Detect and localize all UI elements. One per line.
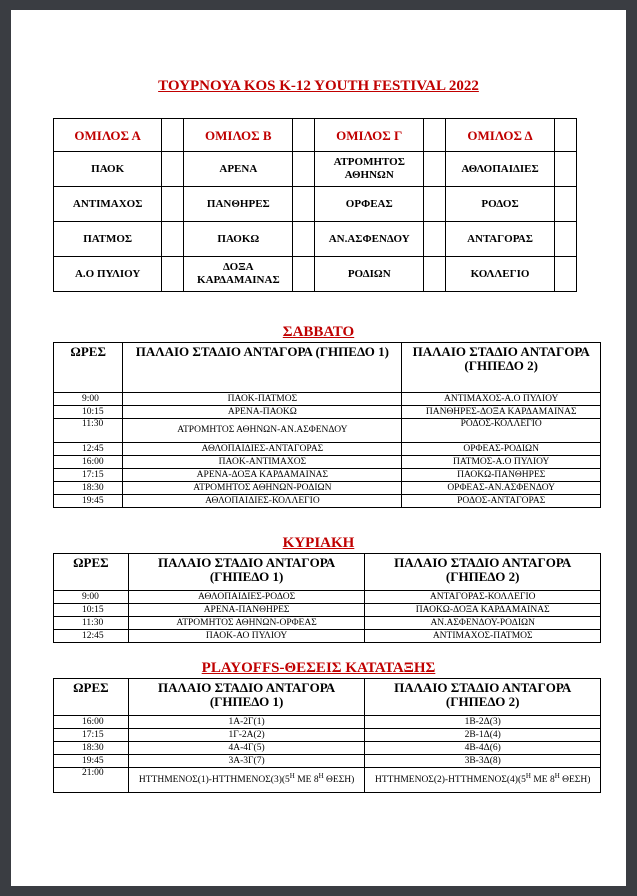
- match-field-2: ΡΟΔΟΣ-ΚΟΛΛΕΓΙΟ: [402, 419, 601, 443]
- match-field-1: 1Γ-2Α(2): [128, 729, 365, 742]
- match-field-2: 2Β-1Δ(4): [365, 729, 601, 742]
- match-field-1: ΠΑΟΚ-ΠΑΤΜΟΣ: [123, 393, 402, 406]
- group-team: ΔΟΞΑ ΚΑΡΔΑΜΑΙΝΑΣ: [184, 257, 293, 292]
- match-time: 18:30: [54, 742, 129, 755]
- final-match-text: ΗΤΤΗΜΕΝΟΣ(2)-ΗΤΤΗΜΕΝΟΣ(4)(5: [375, 774, 526, 785]
- schedule-row: [54, 729, 601, 742]
- final-match-text: ΘΕΣΗ): [323, 774, 355, 785]
- match-field-1: 3Α-3Γ(7): [128, 755, 365, 768]
- match-field-1: 1Α-2Γ(1): [128, 716, 365, 729]
- group-b-header: ΟΜΙΛΟΣ Β: [184, 119, 293, 152]
- schedule-row: [54, 495, 601, 508]
- groups-table: [53, 118, 577, 292]
- match-time: 16:00: [54, 716, 129, 729]
- field-1-column-header: ΠΑΛΑΙΟ ΣΤΑΔΙΟ ΑΝΤΑΓΟΡΑ (ΓΗΠΕΔΟ 1): [128, 679, 365, 716]
- match-time: 18:30: [54, 482, 123, 495]
- schedule-row: [54, 716, 601, 729]
- match-field-2: [365, 768, 601, 793]
- superscript: Η: [289, 771, 295, 780]
- field-2-column-header: ΠΑΛΑΙΟ ΣΤΑΔΙΟ ΑΝΤΑΓΟΡΑ (ΓΗΠΕΔΟ 2): [365, 679, 601, 716]
- schedule-row: [54, 755, 601, 768]
- match-field-2: 1Β-2Δ(3): [365, 716, 601, 729]
- group-team: ΡΟΔΟΣ: [446, 187, 555, 222]
- schedule-row: [54, 591, 601, 604]
- group-team: Α.Ο ΠΥΛΙΟΥ: [54, 257, 162, 292]
- match-field-2: ΑΝΤΙΜΑΧΟΣ-Α.Ο ΠΥΛΙΟΥ: [402, 393, 601, 406]
- match-field-2: 3Β-3Δ(8): [365, 755, 601, 768]
- match-time: 10:15: [54, 406, 123, 419]
- match-time: 12:45: [54, 630, 129, 643]
- match-field-1: ΠΑΟΚ-ΑΟ ΠΥΛΙΟΥ: [128, 630, 365, 643]
- schedule-header-row: [54, 343, 601, 393]
- group-team: ΑΘΛΟΠΑΙΔΙΕΣ: [446, 152, 555, 187]
- schedule-row-final: [54, 768, 601, 793]
- groups-row: [54, 187, 577, 222]
- time-column-header: ΩΡΕΣ: [54, 679, 129, 716]
- match-field-2: ΠΑΟΚΩ-ΠΑΝΘΗΡΕΣ: [402, 469, 601, 482]
- match-field-1: [128, 768, 365, 793]
- match-field-1: ΑΡΕΝΑ-ΠΑΝΘΗΡΕΣ: [128, 604, 365, 617]
- match-field-1: ΑΘΛΟΠΑΙΔΙΕΣ-ΑΝΤΑΓΟΡΑΣ: [123, 443, 402, 456]
- match-time: 17:15: [54, 729, 129, 742]
- superscript: Η: [525, 771, 531, 780]
- group-c-header: ΟΜΙΛΟΣ Γ: [315, 119, 424, 152]
- match-time: 19:45: [54, 755, 129, 768]
- playoffs-schedule-table: [53, 678, 601, 793]
- match-time: 11:30: [54, 617, 129, 630]
- playoffs-heading: PLAYOFFS-ΘΕΣΕΙΣ ΚΑΤΑΤΑΞΗΣ: [201, 660, 436, 676]
- schedule-row: [54, 482, 601, 495]
- match-field-2: ΟΡΦΕΑΣ-ΡΟΔΙΩΝ: [402, 443, 601, 456]
- document-page: [11, 10, 626, 886]
- schedule-row: [54, 469, 601, 482]
- match-field-1: ΑΤΡΟΜΗΤΟΣ ΑΘΗΝΩΝ-ΟΡΦΕΑΣ: [128, 617, 365, 630]
- final-match-text: ΜΕ 8: [530, 774, 555, 785]
- group-team: ΚΟΛΛΕΓΙΟ: [446, 257, 555, 292]
- schedule-row: [54, 742, 601, 755]
- group-team: ΠΑΟΚΩ: [184, 222, 293, 257]
- match-field-2: ΑΝΤΑΓΟΡΑΣ-ΚΟΛΛΕΓΙΟ: [365, 591, 601, 604]
- match-field-1: ΑΘΛΟΠΑΙΔΙΕΣ-ΚΟΛΛΕΓΙΟ: [123, 495, 402, 508]
- schedule-row: [54, 406, 601, 419]
- groups-row: [54, 222, 577, 257]
- group-d-header: ΟΜΙΛΟΣ Δ: [446, 119, 555, 152]
- match-field-2: ΑΝ.ΑΣΦΕΝΔΟΥ-ΡΟΔΙΩΝ: [365, 617, 601, 630]
- time-column-header: ΩΡΕΣ: [54, 343, 123, 393]
- match-time: 17:15: [54, 469, 123, 482]
- schedule-row: [54, 630, 601, 643]
- match-time: 21:00: [54, 768, 129, 793]
- document-title: ΤΟΥΡΝΟΥΑ KOS K-12 YOUTH FESTIVAL 2022: [158, 78, 479, 94]
- groups-header-row: [54, 119, 577, 152]
- match-time: 9:00: [54, 393, 123, 406]
- group-team: ΡΟΔΙΩΝ: [315, 257, 424, 292]
- match-field-1: ΑΤΡΟΜΗΤΟΣ ΑΘΗΝΩΝ-ΑΝ.ΑΣΦΕΝΔΟΥ: [123, 419, 402, 443]
- group-team: ΠΑΤΜΟΣ: [54, 222, 162, 257]
- time-column-header: ΩΡΕΣ: [54, 554, 129, 591]
- groups-row: [54, 152, 577, 187]
- match-field-2: ΑΝΤΙΜΑΧΟΣ-ΠΑΤΜΟΣ: [365, 630, 601, 643]
- match-field-1: 4Α-4Γ(5): [128, 742, 365, 755]
- schedule-row: [54, 443, 601, 456]
- group-team: ΑΤΡΟΜΗΤΟΣ ΑΘΗΝΩΝ: [315, 152, 424, 187]
- schedule-row: [54, 456, 601, 469]
- group-team: ΠΑΟΚ: [54, 152, 162, 187]
- schedule-row: [54, 617, 601, 630]
- match-field-1: ΑΡΕΝΑ-ΠΑΟΚΩ: [123, 406, 402, 419]
- field-2-column-header: ΠΑΛΑΙΟ ΣΤΑΔΙΟ ΑΝΤΑΓΟΡΑ (ΓΗΠΕΔΟ 2): [402, 343, 601, 393]
- group-team: ΑΝΤΙΜΑΧΟΣ: [54, 187, 162, 222]
- schedule-header-row: [54, 679, 601, 716]
- group-team: ΟΡΦΕΑΣ: [315, 187, 424, 222]
- field-1-column-header: ΠΑΛΑΙΟ ΣΤΑΔΙΟ ΑΝΤΑΓΟΡΑ (ΓΗΠΕΔΟ 1): [123, 343, 402, 393]
- superscript: Η: [318, 771, 324, 780]
- match-field-2: 4Β-4Δ(6): [365, 742, 601, 755]
- groups-row: [54, 257, 577, 292]
- match-time: 19:45: [54, 495, 123, 508]
- group-team: ΑΝ.ΑΣΦΕΝΔΟΥ: [315, 222, 424, 257]
- match-time: 9:00: [54, 591, 129, 604]
- field-1-column-header: ΠΑΛΑΙΟ ΣΤΑΔΙΟ ΑΝΤΑΓΟΡΑ (ΓΗΠΕΔΟ 1): [128, 554, 365, 591]
- match-field-1: ΠΑΟΚ-ΑΝΤΙΜΑΧΟΣ: [123, 456, 402, 469]
- group-team: ΠΑΝΘΗΡΕΣ: [184, 187, 293, 222]
- final-match-text: ΘΕΣΗ): [559, 774, 591, 785]
- sunday-heading: ΚΥΡΙΑΚΗ: [282, 535, 355, 551]
- match-field-2: ΠΑΤΜΟΣ-Α.Ο ΠΥΛΙΟΥ: [402, 456, 601, 469]
- group-team: ΑΡΕΝΑ: [184, 152, 293, 187]
- match-field-2: ΠΑΝΘΗΡΕΣ-ΔΟΞΑ ΚΑΡΔΑΜΑΙΝΑΣ: [402, 406, 601, 419]
- match-field-1: ΑΘΛΟΠΑΙΔΙΕΣ-ΡΟΔΟΣ: [128, 591, 365, 604]
- sunday-schedule-table: [53, 553, 601, 643]
- match-time: 16:00: [54, 456, 123, 469]
- match-field-2: ΡΟΔΟΣ-ΑΝΤΑΓΟΡΑΣ: [402, 495, 601, 508]
- match-field-1: ΑΤΡΟΜΗΤΟΣ ΑΘΗΝΩΝ-ΡΟΔΙΩΝ: [123, 482, 402, 495]
- final-match-text: ΗΤΤΗΜΕΝΟΣ(1)-ΗΤΤΗΜΕΝΟΣ(3)(5: [138, 774, 290, 785]
- match-time: 11:30: [54, 419, 123, 443]
- match-field-2: ΟΡΦΕΑΣ-ΑΝ.ΑΣΦΕΝΔΟΥ: [402, 482, 601, 495]
- match-field-1: ΑΡΕΝΑ-ΔΟΞΑ ΚΑΡΔΑΜΑΙΝΑΣ: [123, 469, 402, 482]
- schedule-row: [54, 604, 601, 617]
- schedule-row: [54, 419, 601, 443]
- saturday-heading: ΣΑΒΒΑΤΟ: [282, 324, 355, 340]
- superscript: Η: [554, 771, 560, 780]
- group-a-header: ΟΜΙΛΟΣ Α: [54, 119, 162, 152]
- group-team: ΑΝΤΑΓΟΡΑΣ: [446, 222, 555, 257]
- saturday-schedule-table: [53, 342, 601, 508]
- schedule-row: [54, 393, 601, 406]
- match-field-2: ΠΑΟΚΩ-ΔΟΞΑ ΚΑΡΔΑΜΑΙΝΑΣ: [365, 604, 601, 617]
- match-time: 10:15: [54, 604, 129, 617]
- schedule-header-row: [54, 554, 601, 591]
- field-2-column-header: ΠΑΛΑΙΟ ΣΤΑΔΙΟ ΑΝΤΑΓΟΡΑ (ΓΗΠΕΔΟ 2): [365, 554, 601, 591]
- final-match-text: ΜΕ 8: [294, 774, 319, 785]
- match-time: 12:45: [54, 443, 123, 456]
